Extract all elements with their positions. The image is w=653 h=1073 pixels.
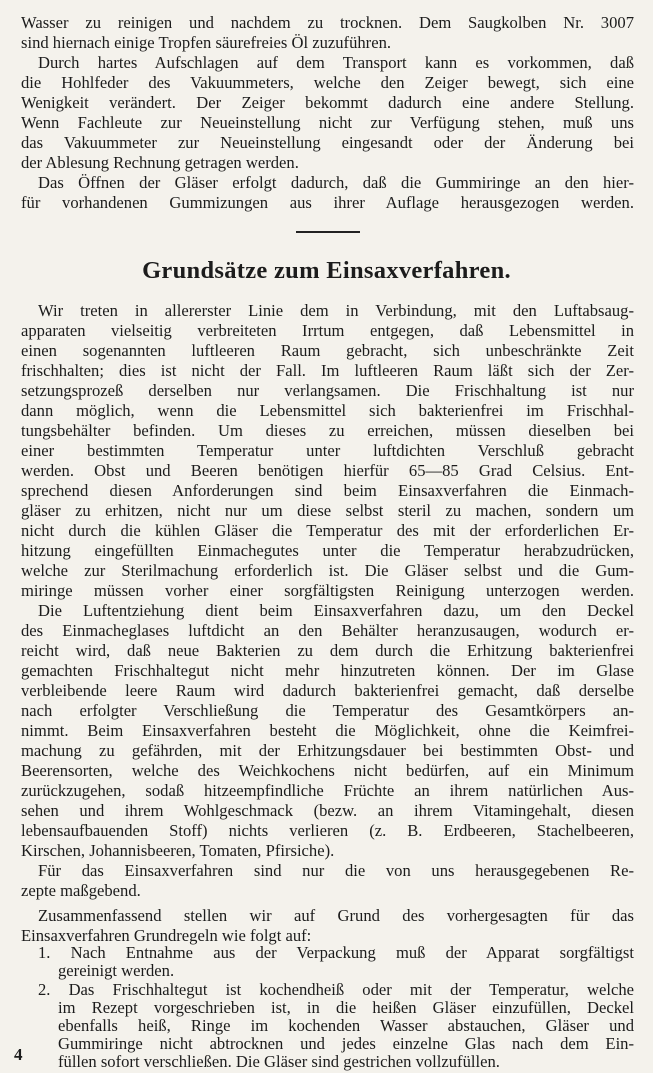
body-line: apparaten vielseitig verbreiteten Irrtum entgegen, daß Lebensmittel in	[21, 321, 634, 340]
body-line: sehen und ihrem Wohlgeschmack (bezw. an ihrem Vitamingehalt, diesen	[21, 801, 634, 820]
body-line: frischhalten; dies ist nicht der Fall. Im luftleeren Raum läßt sich der Zer-	[21, 361, 634, 380]
intro-line: für vorhandenen Gummizungen aus ihrer Auflage herausgezogen werden.	[21, 193, 634, 212]
body-line: welche zur Sterilmachung erforderlich ist. Die Gläser selbst und die Gum-	[21, 561, 634, 580]
body-line: zurückzugehen, sodaß hitzeempfindliche Früchte an ihrem natürlichen Aus-	[21, 781, 634, 800]
body-line: hitzung eingefüllten Einmachegutes unter die Temperatur herabzudrücken,	[21, 541, 634, 560]
intro-line: der Ablesung Rechnung getragen werden.	[21, 153, 299, 172]
body-line: reicht wird, daß neue Bakterien zu dem durch die Erhitzung bakterienfrei	[21, 641, 634, 660]
intro-line: Wenigkeit verändert. Der Zeiger bekommt dadurch eine andere Stellung.	[21, 93, 634, 112]
rule-item: füllen sofort verschließen. Die Gläser sind gestrichen vollzufüllen.	[58, 1052, 500, 1071]
body-line: zepte maßgebend.	[21, 881, 141, 900]
body-line: gemachten Frischhaltegut nicht mehr hinzutreten können. Der im Glase	[21, 661, 634, 680]
body-line: einer bestimmten Temperatur unter luftdichten Verschluß gebracht	[21, 441, 634, 460]
body-line: einen sogenannten luftleeren Raum gebracht, sich unbeschränkte Zeit	[21, 341, 634, 360]
rule-item: 2. Das Frischhaltegut ist kochendheiß oder mit der Temperatur, welche	[38, 980, 634, 999]
body-line: lebensaufbauenden Stoff) nichts verlieren (z. B. Erdbeeren, Stachelbeeren,	[21, 821, 634, 840]
rule-item: gereinigt werden.	[58, 961, 175, 980]
rule-item: im Rezept vorgeschrieben ist, in die heißen Gläser einzufüllen, Deckel	[58, 998, 634, 1017]
body-line: Kirschen, Johannisbeeren, Tomaten, Pfirsiche).	[21, 841, 335, 860]
rule-item: Gummiringe nicht abtrocknen und jedes einzelne Glas nach dem Ein-	[58, 1034, 634, 1053]
body-line: nimmt. Beim Einsaxverfahren besteht die Möglichkeit, ohne die Keimfrei-	[21, 721, 634, 740]
rule-item: ebenfalls heiß, Ringe im kochenden Wasser abstauchen, Gläser und	[58, 1016, 634, 1035]
body-line: Einsaxverfahren Grundregeln wie folgt auf:	[21, 926, 312, 945]
body-line: miringe müssen vorher einer sorgfältigsten Reinigung unterzogen werden.	[21, 581, 634, 600]
body-line: Wir treten in allererster Linie dem in Verbindung, mit den Luftabsaug-	[38, 301, 634, 320]
intro-line: sind hiernach einige Tropfen säurefreies Öl zuzuführen.	[21, 33, 392, 52]
body-line: des Einmacheglases luftdicht an den Behälter heranzusaugen, wodurch er-	[21, 621, 634, 640]
body-line: nicht durch die kühlen Gläser die Temperatur des mit der erforderlichen Er-	[21, 521, 634, 540]
body-line: nach erfolgter Verschließung die Temperatur des Gesamtkörpers an-	[21, 701, 634, 720]
body-line: Zusammenfassend stellen wir auf Grund des vorhergesagten für das	[38, 906, 634, 925]
intro-line: Das Öffnen der Gläser erfolgt dadurch, daß die Gummiringe an den hier-	[38, 173, 634, 192]
body-line: sprechend diesen Anforderungen sind beim Einsaxverfahren die Einmach-	[21, 481, 634, 500]
body-line: Für das Einsaxverfahren sind nur die von uns herausgegebenen Re-	[38, 861, 634, 880]
body-line: Beerensorten, welche des Weichkochens nicht bedürfen, auf ein Minimum	[21, 761, 634, 780]
intro-line: Wasser zu reinigen und nachdem zu trocknen. Dem Saugkolben Nr. 3007	[21, 13, 634, 32]
intro-line: die Hohlfeder des Vakuummeters, welche den Zeiger bewegt, sich eine	[21, 73, 634, 92]
body-line: Die Luftentziehung dient beim Einsaxverfahren dazu, um den Deckel	[38, 601, 634, 620]
body-line: werden. Obst und Beeren benötigen hierfür 65—85 Grad Celsius. Ent-	[21, 461, 634, 480]
page-number: 4	[14, 1045, 23, 1064]
section-divider	[296, 231, 360, 233]
intro-line: Wenn Fachleute zur Neueinstellung nicht zur Verfügung stehen, muß uns	[21, 113, 634, 132]
body-line: verbleibende leere Raum wird dadurch bakterienfrei gemacht, daß derselbe	[21, 681, 634, 700]
body-line: dann möglich, wenn die Lebensmittel sich bakterienfrei im Frischhal-	[21, 401, 634, 420]
body-line: machung zu gefährden, mit der Erhitzungsdauer bei bestimmten Obst- und	[21, 741, 634, 760]
body-line: tungsbehälter befinden. Um dieses zu erreichen, müssen dieselben bei	[21, 421, 634, 440]
intro-line: Durch hartes Aufschlagen auf dem Transport kann es vorkommen, daß	[38, 53, 634, 72]
rule-item: 1. Nach Entnahme aus der Verpackung muß der Apparat sorgfältigst	[38, 943, 634, 962]
body-line: gläser zu erhitzen, nicht nur um diese selbst steril zu machen, sondern um	[21, 501, 634, 520]
section-heading: Grundsätze zum Einsaxverfahren.	[142, 257, 511, 284]
intro-line: das Vakuummeter zur Neueinstellung eingesandt oder der Änderung bei	[21, 133, 634, 152]
body-line: setzungsprozeß derselben nur verlangsamen. Die Frischhaltung ist nur	[21, 381, 634, 400]
